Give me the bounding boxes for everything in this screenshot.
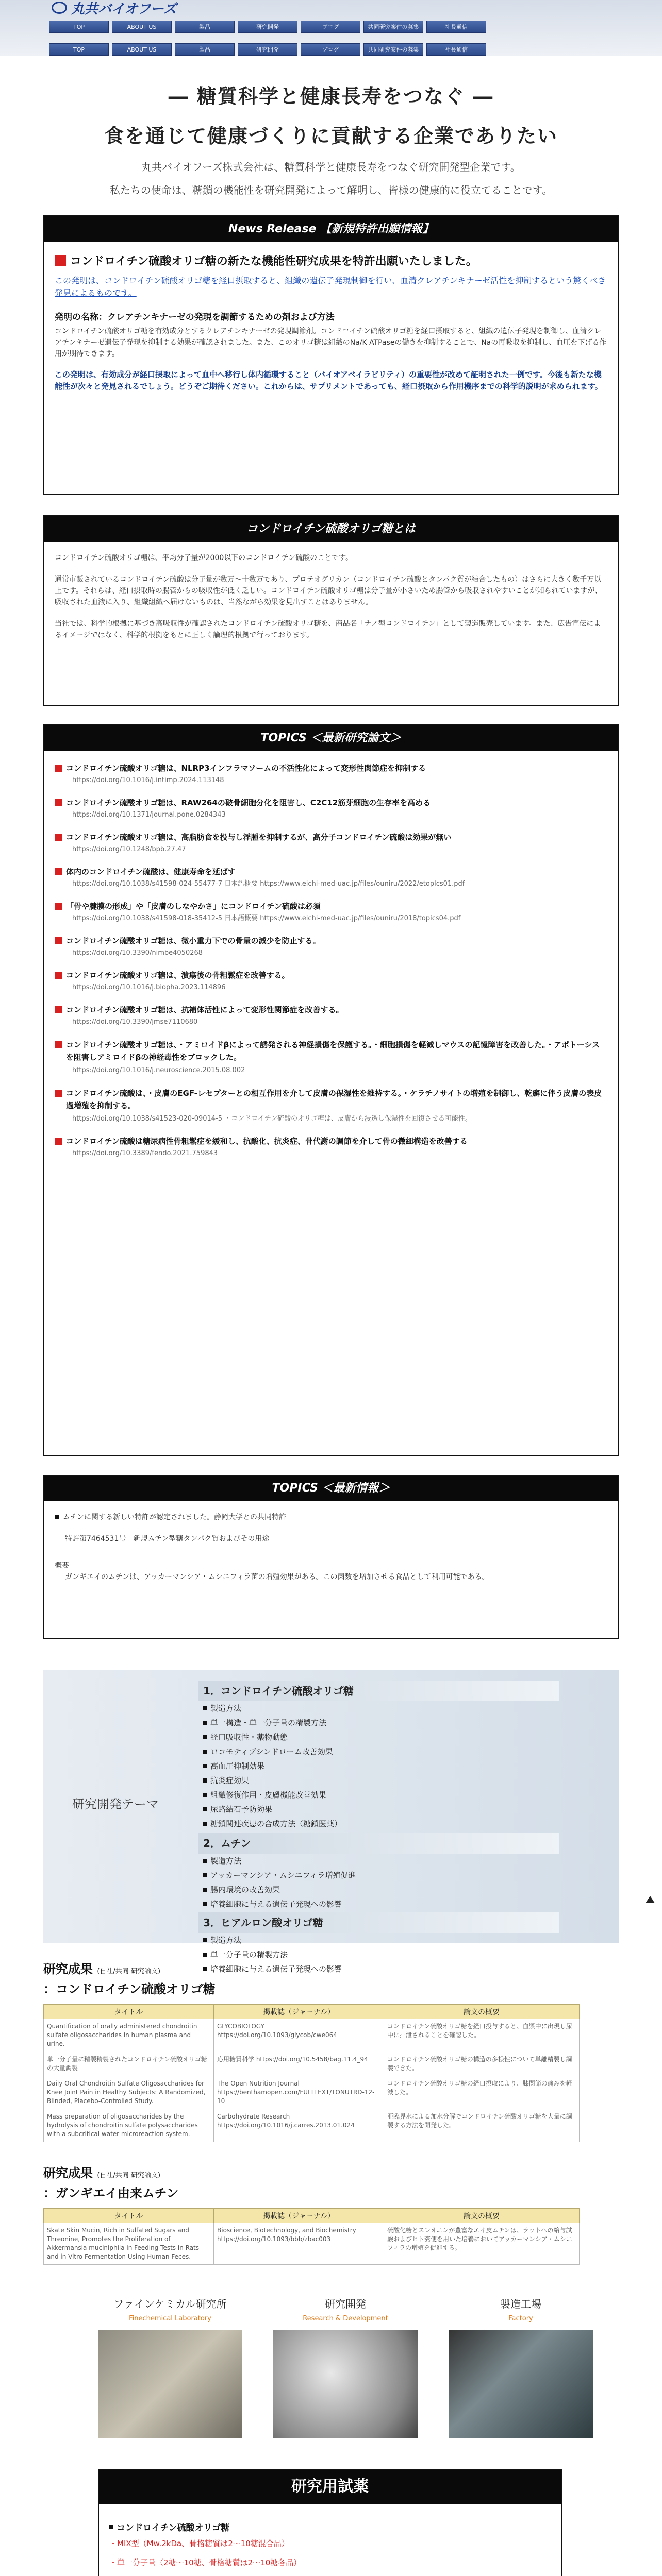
nav-top	[49, 21, 486, 33]
about-cs-section	[43, 515, 619, 706]
bullet-icon	[203, 1967, 207, 1971]
nav-bottom-blog[interactable]: ブログ	[301, 43, 360, 56]
theme-item: 単一構造・単一分子量の精製方法	[203, 1716, 559, 1730]
nav-top-blog[interactable]: ブログ	[301, 21, 360, 33]
paper-link[interactable]: https://doi.org/10.3390/jmse7110680	[72, 1018, 198, 1026]
news-note: この発明は、有効成分が経口摂取によって血中へ移行し体内循環すること（バイオアベイラビリティ）の重要性が改めて証明された一例です。今後も新たな機能性が次々と発見されるでしょう。どうぞご期待ください。これからは、サプリメントであっても、経口摂取から作用機序までの科学的説明が求められます。	[55, 370, 603, 391]
theme-heading: 1．コンドロイチン硫酸オリゴ糖	[198, 1681, 559, 1701]
theme-item: 製造方法	[203, 1933, 559, 1947]
site-header	[0, 0, 662, 56]
col-summary: 論文の概要	[384, 2209, 580, 2223]
theme-item: 腸内環境の改善効果	[203, 1883, 559, 1897]
bullet-icon	[203, 1721, 207, 1725]
results-table-cs	[43, 2004, 580, 2142]
table-row: 単一分子量に精製精製されたコンドロイチン硫酸オリゴ糖の大量調製 応用糖質科学 https://doi.org/10.5458/bag.11.4_94 コンドロイチン硫酸オリゴ糖の構造の多様性について単離精製し調製できた。	[44, 2052, 580, 2076]
bullet-icon	[203, 1902, 207, 1906]
news-item: ムチンに関する新しい特許が認定されました。静岡大学との共同特許	[55, 1512, 607, 1523]
red-square-icon	[55, 1006, 62, 1013]
bullet-icon	[203, 1764, 207, 1768]
list-item: コンドロイチン硫酸オリゴ糖は、高脂肪食を投与し浮腫を抑制するが、高分子コンドロイチン硫酸は効果が無い https://doi.org/10.1248/bpb.27.47	[55, 832, 607, 855]
topics-news-section	[43, 1475, 619, 1639]
paper-link[interactable]: https://doi.org/10.1016/j.biopha.2023.114896	[72, 984, 226, 991]
results-topic: ：ガンギエイ由来ムチン	[43, 2186, 179, 2200]
list-item: コンドロイチン硫酸オリゴ糖は、微小重力下での骨量の減少を防止する。 https://doi.org/10.3390/nimbe4050268	[55, 935, 607, 958]
lab-factory[interactable]: 製造工場 Factory	[449, 2296, 593, 2438]
theme-item: 抗炎症効果	[203, 1773, 559, 1788]
col-journal: 掲載誌（ジャーナル）	[214, 2005, 384, 2019]
nav-bottom	[49, 43, 486, 56]
theme-item: アッカーマンシア・ムシニフィラ増殖促進	[203, 1868, 559, 1883]
paper-link[interactable]: https://doi.org/10.1038/s41598-024-55477-7 日本語概要 https://www.eichi-med-uac.jp/files/ouniru/2022/etoplcs01.pdf	[72, 880, 465, 888]
list-item: コンドロイチン硫酸オリゴ糖は、・アミロイドβによって誘発される神経損傷を保護する。・細胞損傷を軽減しマウスの記憶障害を改善した。・アポトーシスを阻害しアミロイドβの神経毒性をブロックした。 https://doi.org/10.1016/j.neuroscience.2015.08.002	[55, 1039, 607, 1076]
list-item: コンドロイチン硫酸は、・皮膚のEGF-レセプターとの相互作用を介して皮膚の保湿性を維持する。・ケラチノサイトの増殖を制御し、乾癬に伴う皮膚の表皮過増殖を抑制する。 https://doi.org/10.1038/s41523-020-09014-5 ・コンドロイチン硫酸のオリゴ糖は、皮膚から浸透し保湿性を回復させる可能性。	[55, 1087, 607, 1124]
col-title: タイトル	[44, 2005, 214, 2019]
hero-intro: 丸共バイオフーズ株式会社は、糖質科学と健康長寿をつなぐ研究開発型企業です。	[141, 161, 521, 173]
bullet-icon	[203, 1793, 207, 1797]
theme-heading: 2．ムチン	[198, 1833, 559, 1854]
lab-photo	[98, 2330, 242, 2438]
red-square-icon	[55, 1090, 62, 1097]
nav-top-president[interactable]: 社長通信	[426, 21, 486, 33]
theme-item: 糖鎖関連疾患の合成方法（糖鎖医薬）	[203, 1817, 559, 1831]
nav-bottom-home[interactable]: TOP	[49, 43, 109, 56]
about-cs-header: コンドロイチン硫酸オリゴ糖とは	[44, 516, 618, 542]
table-row: Quantification of orally administered chondroitin sulfate oligosaccharides in human plasma and urine. GLYCOBIOLOGY https://doi.org/10.1093/glycob/cwe064 コンドロイチン硫酸オリゴ糖を経口投与すると、血漿中に出現し尿中に排泄されることを確認した。	[44, 2019, 580, 2052]
nav-bottom-products[interactable]: 製品	[175, 43, 235, 56]
theme-item: 単一分子量の精製方法	[203, 1947, 559, 1962]
bullet-icon	[203, 1807, 207, 1811]
table-row: Skate Skin Mucin, Rich in Sulfated Sugars and Threonine, Promotes the Proliferation of Akkermansia muciniphila in Feeding Tests in Rats and in Vitro Fermentation Using Human Feces. Bioscience, Biotechnology, and Biochemistry https://doi.org/10.1093/bbb/zbac003 硫酸化糖とスレオニンが豊富なエイ皮ムチンは、ラットへの給与試験およびヒト糞便を用いた培養においてアッカーマンシア・ムシニフィラの増殖を促進する。	[44, 2223, 580, 2265]
summary-text: ガンギエイのムチンは、アッカーマンシア・ムシニフィラ菌の増殖効果がある。この菌数を増加させる食品として利用可能である。	[65, 1573, 489, 1581]
theme-item: 尿路結石予防効果	[203, 1802, 559, 1817]
red-square-icon	[55, 868, 62, 875]
topics-papers-section	[43, 724, 619, 1456]
hero-intro-2: 私たちの使命は、糖鎖の機能性を研究開発によって解明し、皆様の健康的に役立てることです。	[109, 184, 553, 196]
news-invention-name: 発明の名称：クレアチンキナーゼの発現を調節するための剤および方法	[55, 312, 335, 323]
news-release-header: News Release 【新規特許出願情報】	[44, 216, 618, 242]
reagent-category: コンドロイチン硫酸オリゴ糖	[109, 2520, 551, 2533]
theme-item: 組織修復作用・皮膚機能改善効果	[203, 1788, 559, 1802]
nav-bottom-collab[interactable]: 共同研究案件の募集	[363, 43, 423, 56]
bullet-icon	[203, 1938, 207, 1942]
research-photo	[273, 2330, 418, 2438]
reagent-item[interactable]: ・単一分子量（2糖〜10糖、骨格糖質は2〜10糖各品）	[109, 2558, 302, 2567]
bullet-icon	[203, 1873, 207, 1877]
col-title: タイトル	[44, 2209, 214, 2223]
hero-mission: 食を通じて健康づくりに貢献する企業でありたい	[104, 124, 558, 147]
results-subheading: (自社/共同 研究論文)	[97, 1968, 161, 1975]
bullet-icon	[203, 1822, 207, 1826]
theme-item: 高血圧抑制効果	[203, 1759, 559, 1773]
nav-top-collab[interactable]: 共同研究案件の募集	[363, 21, 423, 33]
theme-heading: 3．ヒアルロン酸オリゴ糖	[198, 1912, 559, 1933]
nav-bottom-president[interactable]: 社長通信	[426, 43, 486, 56]
nav-top-about[interactable]: ABOUT US	[112, 21, 172, 33]
theme-block-ha	[198, 1912, 559, 1976]
results-subheading: (自社/共同 研究論文)	[97, 2172, 161, 2179]
theme-item: 製造方法	[203, 1701, 559, 1716]
paper-link[interactable]: https://doi.org/10.1038/s41598-018-35412-5 日本語概要 https://www.eichi-med-uac.jp/files/ouniru/2018/topics04.pdf	[72, 914, 461, 922]
nav-bottom-about[interactable]: ABOUT US	[112, 43, 172, 56]
red-square-icon	[55, 903, 62, 910]
table-row: Mass preparation of oligosaccharides by the hydrolysis of chondroitin sulfate polysaccharides with a subcritical water microreaction system. Carbohydrate Research https://doi.org/10.1016/j.carres.2013.01.024 亜臨界水による加水分解でコンドロイチン硫酸オリゴ糖を大量に調製する方法を開発した。	[44, 2109, 580, 2142]
reagents-section	[98, 2469, 562, 2576]
list-item: コンドロイチン硫酸オリゴ糖は、RAW264の破骨細胞分化を阻害し、C2C12筋芽細胞の生存率を高める https://doi.org/10.1371/journal.pone.0284343	[55, 797, 607, 820]
research-theme-label: 研究開発テーマ	[72, 1797, 159, 1811]
paper-link[interactable]: https://doi.org/10.1016/j.neuroscience.2015.08.002	[72, 1066, 245, 1074]
red-square-icon	[55, 799, 62, 806]
theme-item: ロコモティブシンドローム改善効果	[203, 1744, 559, 1759]
paper-link[interactable]: https://doi.org/10.3389/fendo.2021.759843	[72, 1149, 218, 1157]
red-square-icon	[55, 765, 62, 772]
hero-tagline: ― 糖質科学と健康長寿をつなぐ ―	[168, 84, 494, 108]
summary-label: 概要	[55, 1562, 69, 1570]
lab-finechemical[interactable]: ファインケミカル研究所 Finechemical Laboratory	[98, 2296, 242, 2438]
about-p3: 当社では、科学的根拠に基づき高吸収性が確認されたコンドロイチン硫酸オリゴ糖を、商品名「ナノ型コンドロイチン」として製造販売しています。また、広告宣伝によるイメージではなく、科学的根拠をもとに正しく論理的根拠で行っております。	[55, 620, 601, 639]
reagent-item[interactable]: ・MIX型（Mw.2kDa、骨格糖質は2〜10糖混合品）	[109, 2539, 289, 2548]
topics-news-header: TOPICS ＜最新情報＞	[44, 1476, 618, 1501]
list-item: コンドロイチン硫酸オリゴ糖は、抗補体活性によって変形性関節症を改善する。 https://doi.org/10.3390/jmse7110680	[55, 1004, 607, 1027]
topics-papers-header: TOPICS ＜最新研究論文＞	[44, 725, 618, 751]
nav-top-products[interactable]: 製品	[175, 21, 235, 33]
patent-number: 特許第7464531号 新規ムチン型糖タンパク質およびその用途	[65, 1535, 270, 1543]
theme-item: 培養細胞に与える遺伝子発現への影響	[203, 1897, 559, 1911]
results-table-mucin	[43, 2208, 580, 2265]
bullet-icon	[203, 1953, 207, 1957]
reagents-header: 研究用試薬	[99, 2470, 561, 2504]
about-p2: 通常市販されているコンドロイチン硫酸は分子量が数万～十数万であり、プロテオグリカン（コンドロイチン硫酸とタンパク質が結合したもの）はさらに大きく数千万以上です。それらは、経口摂取時の腸管からの吸収性が低く乏しい。コンドロイチン硫酸オリゴ糖は分子量が小さいため腸管から吸収されやすいことが知られていますが、吸収された血液に入り、組織組織へ届けないものは、当然ながら効果を見出すことはありません。	[55, 575, 602, 606]
paper-link[interactable]: https://doi.org/10.3390/nimbe4050268	[72, 949, 203, 957]
results-mucin	[43, 2163, 619, 2265]
list-item: コンドロイチン硫酸オリゴ糖は、潰瘍後の骨粗鬆症を改善する。 https://doi.org/10.1016/j.biopha.2023.114896	[55, 970, 607, 993]
news-title: コンドロイチン硫酸オリゴ糖の新たな機能性研究成果を特許出願いたしました。	[55, 252, 607, 268]
logo-text: 丸共バイオフーズ	[71, 1, 177, 17]
topics-papers-list	[44, 762, 618, 1159]
news-body: コンドロイチン硫酸オリゴ糖を有効成分とするクレアチンキナーゼの発現調節剤。コンドロイチン硫酸オリゴ糖を経口摂取すると、組織の遺伝子発現を制御し、血清クレアチンキナーゼ遺伝子発現を抑制する効果が確認されました。また、このオリゴ糖は組織のNa/K ATPaseの働きを抑制することで、Naの再吸収を抑制し、血圧を下げる作用が期待できます。	[55, 327, 607, 358]
bullet-icon	[203, 1735, 207, 1739]
red-square-icon	[55, 255, 66, 266]
news-highlight: この発明は、コンドロイチン硫酸オリゴ糖を経口摂取すると、組織の遺伝子発現制御を行い、血清クレアチンキナーゼ活性を抑制するという驚くべき発見によるものです。	[55, 276, 606, 298]
col-journal: 掲載誌（ジャーナル）	[214, 2209, 384, 2223]
scroll-top-icon[interactable]	[646, 1896, 655, 1903]
results-heading: 研究成果	[43, 2166, 93, 2180]
theme-item: 製造方法	[203, 1854, 559, 1868]
list-item: コンドロイチン硫酸は糖尿病性骨粗鬆症を緩和し、抗酸化、抗炎症、骨代謝の調節を介して骨の微細構造を改善する https://doi.org/10.3389/fendo.2021.759843	[55, 1136, 607, 1159]
theme-item: 培養細胞に与える遺伝子発現への影響	[203, 1962, 559, 1976]
hero	[0, 80, 662, 197]
table-row: Daily Oral Chondroitin Sulfate Oligosaccharides for Knee Joint Pain in Healthy Subjects: A Randomized, Blinded, Placebo-Controlled Study. The Open Nutrition Journal https://benthamopen.com/FULLTEXT/TONUTRD-12-10 コンドロイチン硫酸オリゴ糖の経口摂取により、膝関節の痛みを軽減した。	[44, 2076, 580, 2109]
list-item: 体内のコンドロイチン硫酸は、健康寿命を延ばす https://doi.org/10.1038/s41598-024-55477-7 日本語概要 https://www.eichi-med-uac.jp/files/ouniru/2022/etoplcs01.pdf	[55, 866, 607, 889]
facility-links	[98, 2296, 662, 2438]
red-square-icon	[55, 1138, 62, 1145]
paper-link[interactable]: https://doi.org/10.1248/bpb.27.47	[72, 845, 186, 853]
bullet-icon	[203, 1888, 207, 1892]
theme-block-cs	[198, 1681, 559, 1831]
factory-photo	[449, 2330, 593, 2438]
bullet-icon	[203, 1750, 207, 1754]
list-item: コンドロイチン硫酸オリゴ糖は、NLRP3インフラマソームの不活性化によって変形性関節症を抑制する https://doi.org/10.1016/j.intimp.2024.113148	[55, 762, 607, 786]
bullet-icon	[203, 1859, 207, 1863]
red-square-icon	[55, 937, 62, 944]
lab-research[interactable]: 研究開発 Research & Development	[273, 2296, 418, 2438]
nav-top-home[interactable]: TOP	[49, 21, 109, 33]
results-heading: 研究成果	[43, 1962, 93, 1976]
results-topic: ：コンドロイチン硫酸オリゴ糖	[43, 1982, 216, 1996]
red-square-icon	[55, 834, 62, 841]
nav-top-research[interactable]: 研究開発	[238, 21, 297, 33]
logo-mark-icon	[52, 2, 67, 14]
paper-link[interactable]: https://doi.org/10.1038/s41523-020-09014-5 ・コンドロイチン硫酸のオリゴ糖は、皮膚から浸透し保湿性を回復させる可能性。	[72, 1115, 472, 1123]
theme-item: 経口吸収性・薬物動態	[203, 1730, 559, 1744]
about-p1: コンドロイチン硫酸オリゴ糖は、平均分子量が2000以下のコンドロイチン硫酸のことです。	[55, 554, 353, 562]
nav-bottom-research[interactable]: 研究開発	[238, 43, 297, 56]
paper-link[interactable]: https://doi.org/10.1371/journal.pone.0284343	[72, 811, 226, 819]
results-cs	[43, 1959, 619, 2142]
theme-block-mucin	[198, 1833, 559, 1911]
bullet-icon	[203, 1778, 207, 1783]
red-square-icon	[55, 972, 62, 979]
bullet-icon	[203, 1706, 207, 1710]
paper-link[interactable]: https://doi.org/10.1016/j.intimp.2024.113148	[72, 776, 224, 784]
bullet-icon	[109, 2525, 113, 2529]
list-item: 「骨や腱膜の形成」や「皮膚のしなやかさ」にコンドロイチン硫酸は必須 https://doi.org/10.1038/s41598-018-35412-5 日本語概要 https://www.eichi-med-uac.jp/files/ouniru/2018/topics04.pdf	[55, 901, 607, 924]
news-release-section	[43, 215, 619, 495]
logo[interactable]	[52, 0, 176, 15]
bullet-icon	[55, 1515, 59, 1519]
col-summary: 論文の概要	[384, 2005, 580, 2019]
red-square-icon	[55, 1041, 62, 1048]
